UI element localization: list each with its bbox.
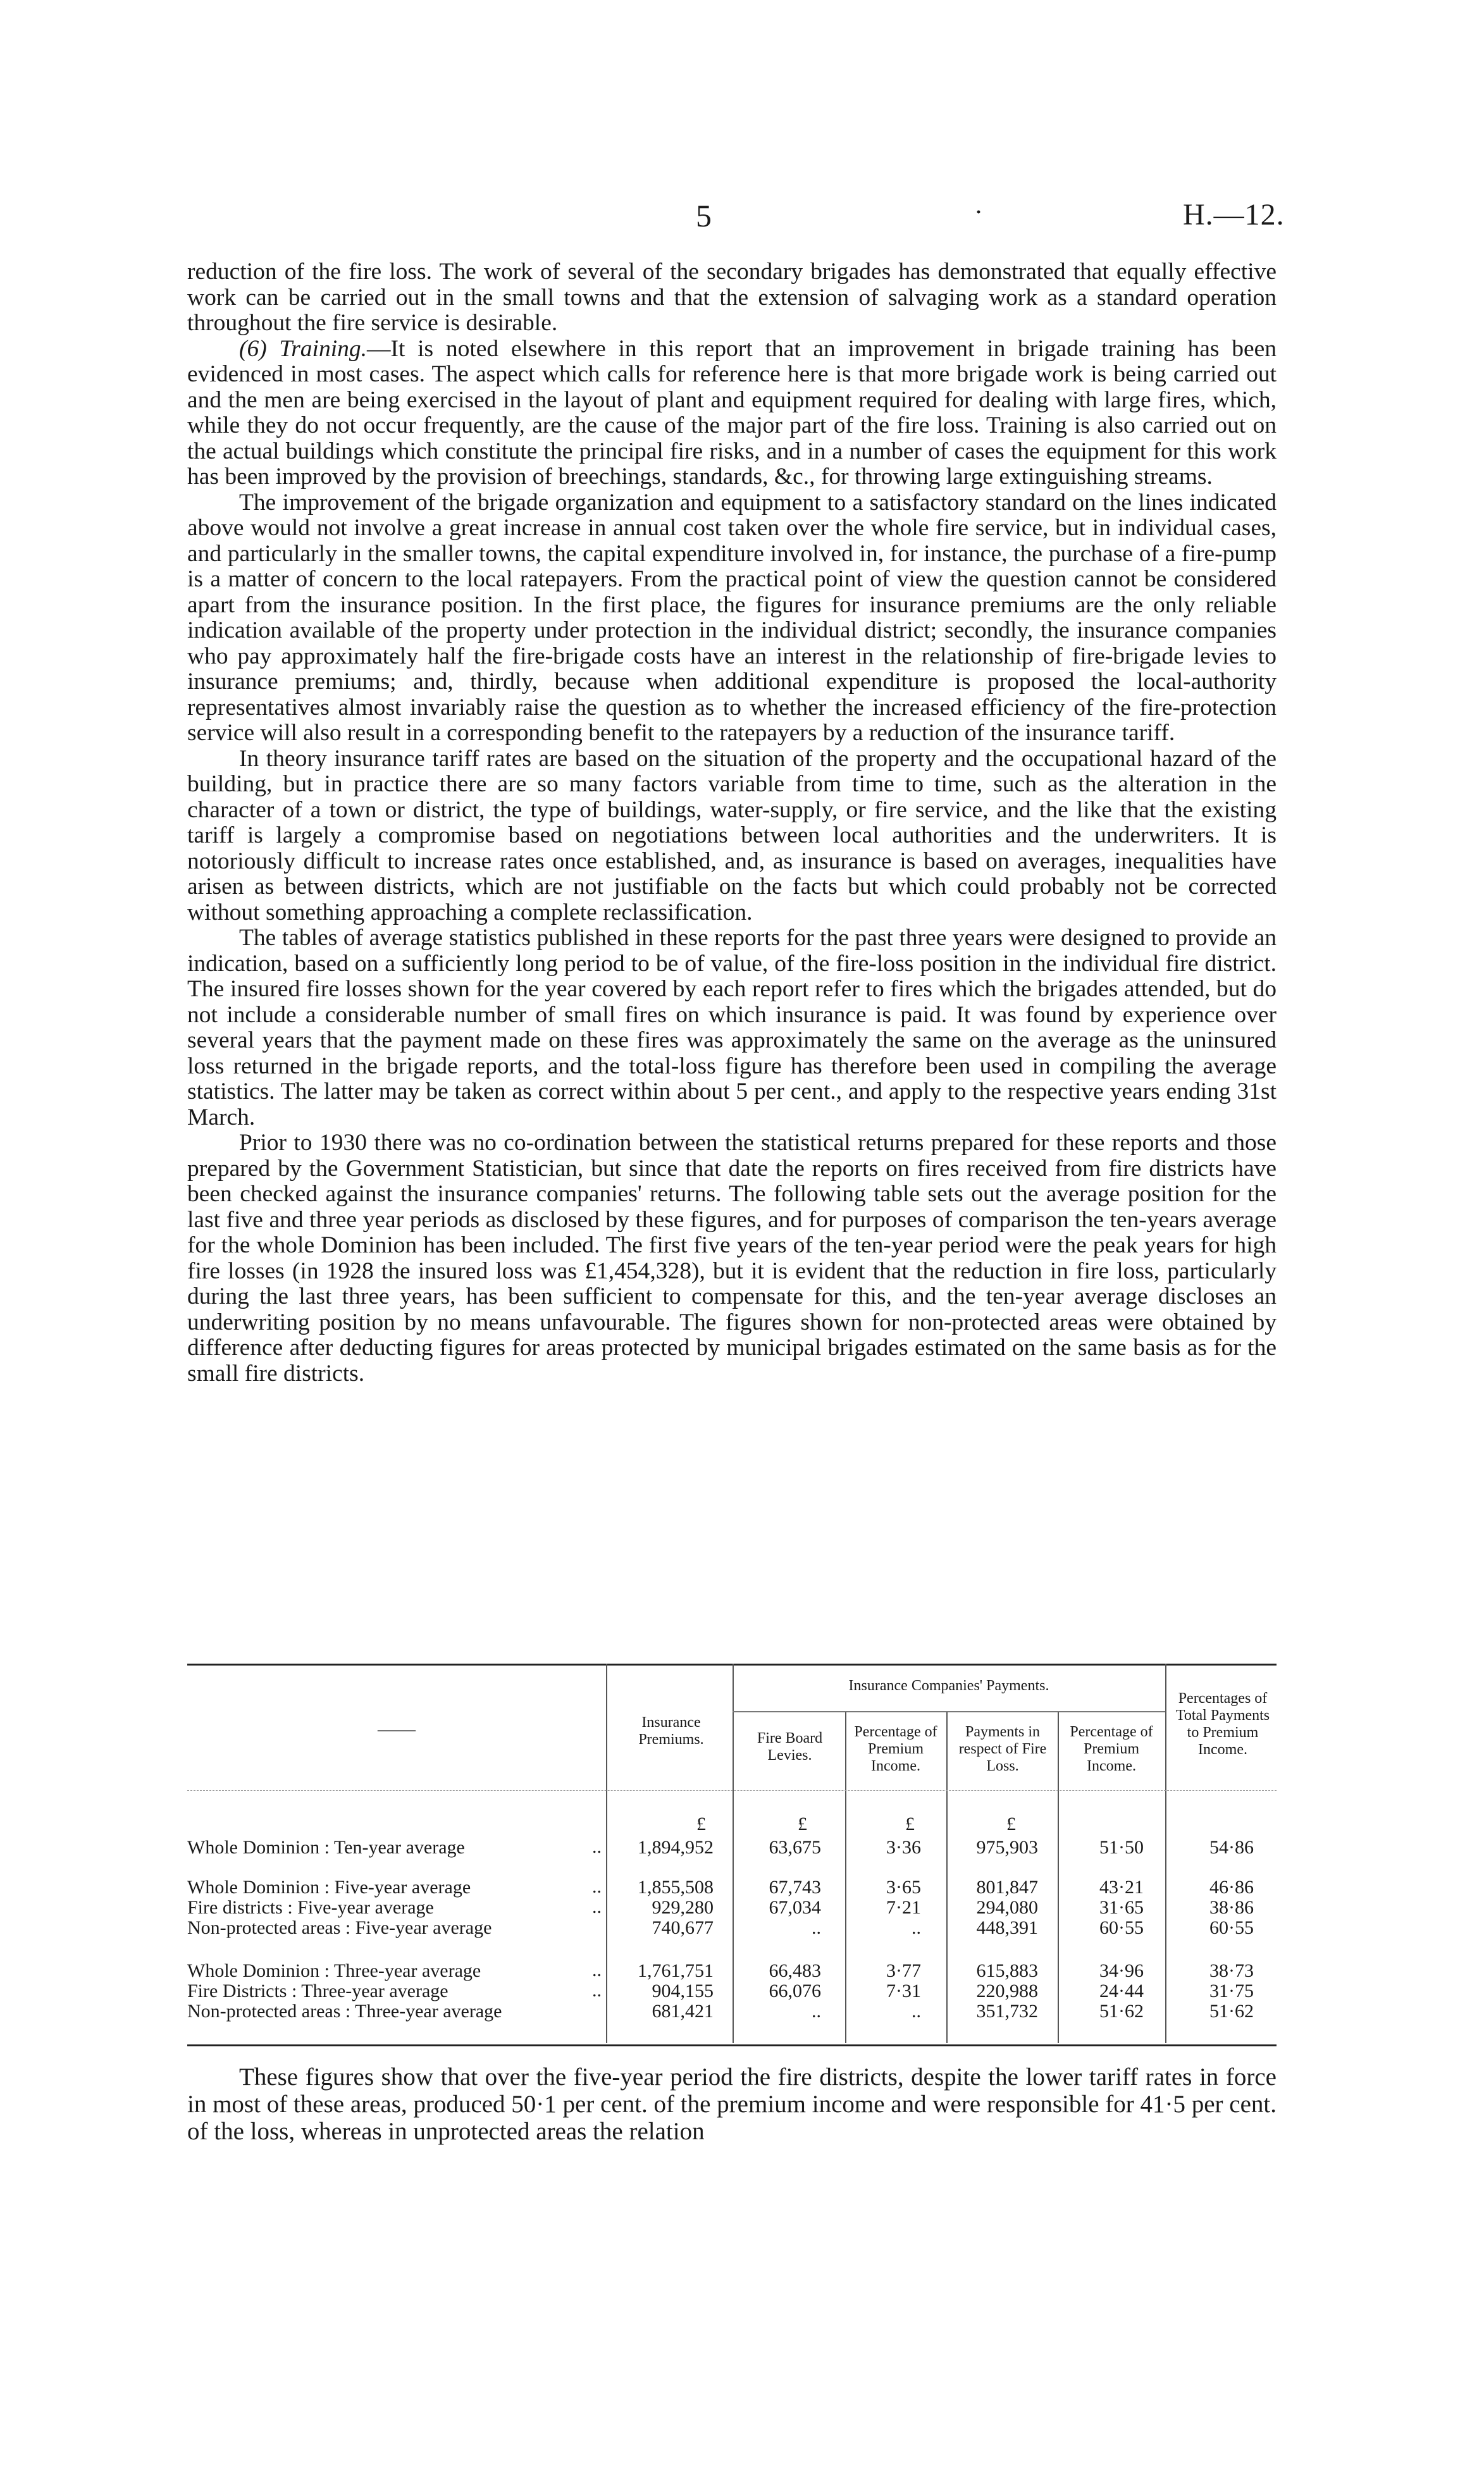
cell-total-pct: 38·86	[1209, 1897, 1254, 1918]
cell-payments-pct: 31·65	[1099, 1897, 1144, 1918]
header-rule	[187, 1790, 1277, 1791]
training-text: It is noted elsewhere in this report that an improvement in brigade training has been evidenced in most cases. The aspect which calls for reference here is that more brigade work is being carried out and the men are being exercised in the layout of plant and equipment required for dealing with large fires, which, while they do not occur frequently, are the cause of the major part of the fire loss. Training is also carried out on the actual buildings which constitute the principal fire risks, and in a number of cases the equipment for this work has been improved by the provision of breechings, standards, &c., for throwing large extinguishing streams.	[187, 335, 1277, 490]
paragraph: The improvement of the brigade organization and equipment to a satisfactory standard on the lines indicated above would not involve a great increase in annual cost taken over the whole fire service, but in individual cases, and particularly in the smaller towns, the capital expenditure involved in, for instance, the purchase of a fire-pump is a matter of concern to the local ratepayers. From the practical point of view the question cannot be considered apart from the insurance position. In the first place, the figures for insurance premiums are the only reliable indication available of the property under protection in the individual district; secondly, the insurance companies who pay approximately half the fire-brigade costs have an interest in the relationship of fire-brigade levies to insurance premiums; and, thirdly, because when additional expenditure is proposed the local-authority representatives almost invariably raise the question as to whether the increased efficiency of the fire-protection service will also result in a corresponding benefit to the ratepayers by a reduction of the insurance tariff.	[187, 489, 1277, 746]
group-header: Insurance Companies' Payments.	[848, 1678, 1049, 1694]
currency-symbol: £	[798, 1814, 807, 1834]
cell-levies: 67,743	[769, 1877, 821, 1898]
row-label: Fire districts : Five-year average	[187, 1897, 434, 1918]
cell-payments-pct: 60·55	[1099, 1917, 1144, 1938]
paragraph: The tables of average statistics published in these reports for the past three years were designed to provide an indication, based on a sufficiently long period to be of value, of the fire-loss position in the individual fire district. The insured fire losses shown for the year covered by each report refer to fires which the brigades attended, but do not include a considerable number of small fires on which insurance is paid. It was found by experience over several years that the payment made on these fires was approximately the same on the average as the uninsured loss returned in the brigade reports, and the total-loss figure has therefore been used in compiling the average statistics. The latter may be taken as correct within about 5 per cent., and apply to the respective years ending 31st March.	[187, 925, 1277, 1130]
row-dots: ..	[592, 1980, 602, 2001]
cell-payments-pct: 51·62	[1099, 2001, 1144, 2022]
row-label: Whole Dominion : Three-year average	[187, 1960, 481, 1981]
cell-premiums: 681,421	[652, 2001, 714, 2022]
cell-premiums: 1,894,952	[638, 1837, 714, 1858]
cell-total-pct: 54·86	[1209, 1837, 1254, 1858]
insurance-table	[187, 1664, 1277, 2046]
cell-total-pct: 60·55	[1209, 1917, 1254, 1938]
cell-levies: 66,483	[769, 1960, 821, 1981]
cell-levies: 66,076	[769, 1981, 821, 2001]
cell-payments: 615,883	[976, 1960, 1038, 1981]
cell-payments-pct: 24·44	[1099, 1981, 1144, 2001]
row-dots: ..	[592, 1960, 602, 1981]
cell-payments: 801,847	[976, 1877, 1038, 1898]
cell-levies: ..	[812, 2001, 821, 2022]
cell-premiums: 929,280	[652, 1897, 714, 1918]
cell-premiums: 740,677	[652, 1917, 714, 1938]
paragraph: In theory insurance tariff rates are based on the situation of the property and the occupational hazard of the building, but in practice there are so many factors variable from time to time, such as the alteration in the character of a town or district, the type of buildings, water-supply, or fire service, and the like that the existing tariff is largely a compromise based on negotiations between local authorities and the underwriters. It is notoriously difficult to increase rates once established, and, as insurance is based on averages, inequalities have arisen as between districts, which are not justifiable on the facts but which could probably not be corrected without something approaching a complete reclassification.	[187, 745, 1277, 925]
cell-levies: 63,675	[769, 1837, 821, 1858]
premiums-header: Insurance Premiums.	[638, 1714, 704, 1748]
cell-levies-pct: ..	[912, 1917, 921, 1938]
paragraph-training	[187, 337, 1277, 490]
cell-levies: 67,034	[769, 1897, 821, 1918]
cell-levies-pct: 7·31	[886, 1981, 921, 2001]
group-header-rule	[733, 1711, 1165, 1712]
total-pct-header: Percentages of Total Payments to Premium Income.	[1175, 1690, 1270, 1758]
training-heading: (6) Training.	[239, 335, 368, 362]
cell-premiums: 1,855,508	[638, 1877, 714, 1898]
currency-symbol: £	[905, 1814, 915, 1834]
cell-total-pct: 38·73	[1209, 1960, 1254, 1981]
cell-total-pct: 51·62	[1209, 2001, 1254, 2022]
currency-symbol: £	[1006, 1814, 1016, 1834]
cell-payments: 220,988	[976, 1981, 1038, 2001]
levies-pct-header: Percentage of Premium Income.	[854, 1724, 937, 1774]
payments-pct-header: Percentage of Premium Income.	[1070, 1724, 1153, 1774]
cell-levies-pct: 7·21	[886, 1897, 921, 1918]
stub-header: ——	[378, 1719, 416, 1740]
row-label: Non-protected areas : Three-year average	[187, 2001, 502, 2022]
cell-payments: 448,391	[976, 1917, 1038, 1938]
header-dot: ·	[974, 198, 983, 227]
cell-premiums: 904,155	[652, 1981, 714, 2001]
row-label: Whole Dominion : Ten-year average	[187, 1837, 465, 1858]
closing-paragraph: These figures show that over the five-year period the fire districts, despite the lower tariff rates in force in most of these areas, produced 50·1 per cent. of the premium income and were responsible for 41·5 per cent. of the loss, whereas in unprotected areas the relation	[187, 2063, 1277, 2145]
row-label: Fire Districts : Three-year average	[187, 1981, 448, 2001]
row-dots: ..	[592, 1876, 602, 1897]
table-top-rule	[187, 1664, 1277, 1666]
body-text	[187, 259, 1277, 1387]
cell-levies: ..	[812, 1917, 821, 1938]
currency-symbol: £	[696, 1814, 706, 1834]
cell-levies-pct: 3·65	[886, 1877, 921, 1898]
page-number: 5	[696, 198, 712, 233]
paragraph: Prior to 1930 there was no co-ordination between the statistical returns prepared for these reports and those prepared by the Government Statistician, but since that date the reports on fires received from fire districts have been checked against the insurance companies' returns. The following table sets out the average position for the last five and three year periods as disclosed by these figures, and for purposes of comparison the ten-years average for the whole Dominion has been included. The first five years of the ten-year period were the peak years for high fire losses (in 1928 the insured loss was £1,454,328), but it is evident that the reduction in fire loss, particularly during the last three years, has been sufficient to compensate for this, and the ten-year average discloses an underwriting position by no means unfavourable. The figures shown for non-protected areas were obtained by difference after deducting figures for areas protected by municipal brigades estimated on the same basis as for the small fire districts.	[187, 1130, 1277, 1387]
cell-total-pct: 31·75	[1209, 1981, 1254, 2001]
row-dots: ..	[592, 1836, 602, 1857]
cell-premiums: 1,761,751	[638, 1960, 714, 1981]
training-dash: —	[367, 335, 391, 362]
cell-levies-pct: ..	[912, 2001, 921, 2022]
document-reference: H.—12.	[1183, 198, 1285, 232]
cell-payments: 975,903	[976, 1837, 1038, 1858]
cell-payments-pct: 43·21	[1099, 1877, 1144, 1898]
row-label: Whole Dominion : Five-year average	[187, 1877, 471, 1898]
cell-payments-pct: 34·96	[1099, 1960, 1144, 1981]
cell-levies-pct: 3·36	[886, 1837, 921, 1858]
cell-levies-pct: 3·77	[886, 1960, 921, 1981]
cell-payments: 351,732	[976, 2001, 1038, 2022]
payments-header: Payments in respect of Fire Loss.	[958, 1724, 1047, 1774]
table-bottom-rule	[187, 2044, 1277, 2046]
cell-total-pct: 46·86	[1209, 1877, 1254, 1898]
row-label: Non-protected areas : Five-year average	[187, 1917, 492, 1938]
cell-payments: 294,080	[976, 1897, 1038, 1918]
cell-payments-pct: 51·50	[1099, 1837, 1144, 1858]
levies-header: Fire Board Levies.	[757, 1730, 823, 1764]
row-dots: ..	[592, 1896, 602, 1917]
paragraph: reduction of the fire loss. The work of several of the secondary brigades has demonstrated that equally effective work can be carried out in the small towns and that the extension of salvaging work as a standard operation throughout the fire service is desirable.	[187, 259, 1277, 336]
